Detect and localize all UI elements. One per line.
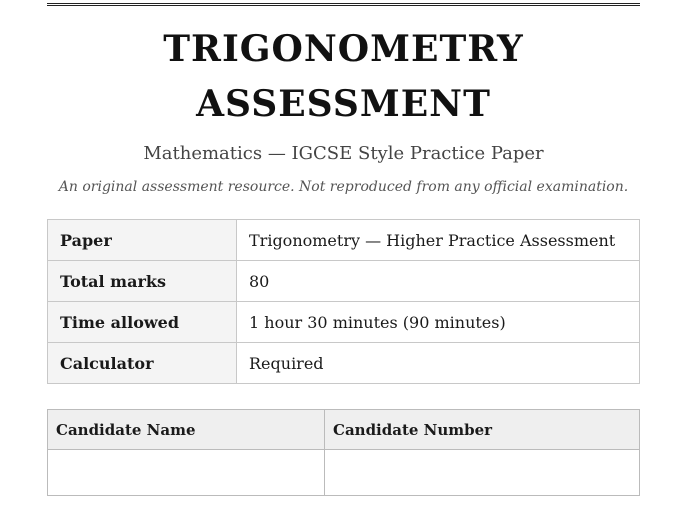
top-double-rule xyxy=(47,3,640,6)
page-subtitle: Mathematics — IGCSE Style Practice Paper xyxy=(143,143,544,164)
info-value: 80 xyxy=(237,261,640,302)
info-label: Total marks xyxy=(48,261,237,302)
title-line-2: ASSESSMENT xyxy=(196,83,491,125)
info-row-paper xyxy=(48,220,640,261)
paper-info-table xyxy=(47,219,640,384)
candidate-number-field[interactable] xyxy=(325,450,640,496)
info-row-time-allowed xyxy=(48,302,640,343)
candidate-number-header: Candidate Number xyxy=(325,410,640,450)
page-title xyxy=(47,22,640,132)
info-row-total-marks xyxy=(48,261,640,302)
candidate-details-table xyxy=(47,409,640,496)
info-value: Trigonometry — Higher Practice Assessment xyxy=(237,220,640,261)
title-line-1: TRIGONOMETRY xyxy=(163,28,524,70)
info-value: Required xyxy=(237,343,640,384)
info-label: Paper xyxy=(48,220,237,261)
info-label: Time allowed xyxy=(48,302,237,343)
info-value: 1 hour 30 minutes (90 minutes) xyxy=(237,302,640,343)
info-label: Calculator xyxy=(48,343,237,384)
info-row-calculator xyxy=(48,343,640,384)
candidate-name-header: Candidate Name xyxy=(48,410,325,450)
disclaimer-note: An original assessment resource. Not reproduced from any official examination. xyxy=(58,179,629,195)
candidate-name-field[interactable] xyxy=(48,450,325,496)
